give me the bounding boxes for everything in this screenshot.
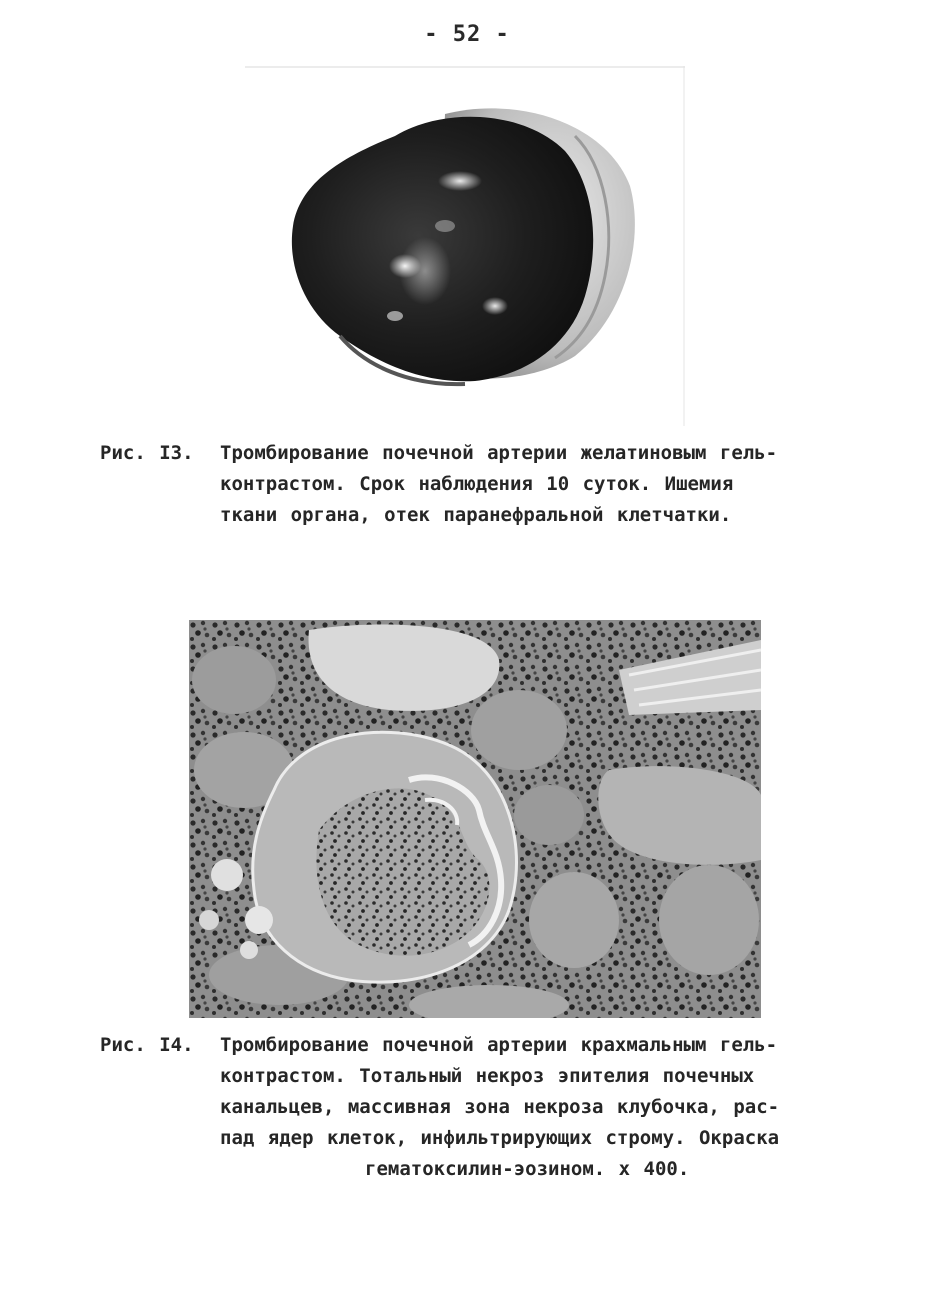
figure-14-label: Рис. I4. (100, 1034, 194, 1056)
figure-13-kidney-photo (245, 66, 685, 426)
figure-13-caption-line: ткани органа, отек паранефральной клетчатки. (220, 504, 732, 526)
figure-14-caption-line: канальцев, массивная зона некроза клубочка, рас- (220, 1096, 780, 1118)
figure-14-caption-line: гематоксилин-эозином. x 400. (365, 1158, 690, 1180)
figure-14-caption-line: Тромбирование почечной артерии крахмальным гель- (220, 1034, 778, 1056)
figure-13-caption (100, 438, 840, 538)
figure-14-micrograph (189, 620, 761, 1018)
figure-14-caption-line: контрастом. Тотальный некроз эпителия почечных (220, 1065, 755, 1087)
page-number: - 52 - (424, 22, 510, 47)
figure-13-caption-line: Тромбирование почечной артерии желатиновым гель- (220, 442, 778, 464)
figure-14-caption (100, 1030, 840, 1190)
figure-13-label: Рис. I3. (100, 442, 194, 464)
figure-14-caption-line: пад ядер клеток, инфильтрирующих строму. Окраска (220, 1127, 780, 1149)
figure-13-caption-line: контрастом. Срок наблюдения 10 суток. Ишемия (220, 473, 734, 495)
